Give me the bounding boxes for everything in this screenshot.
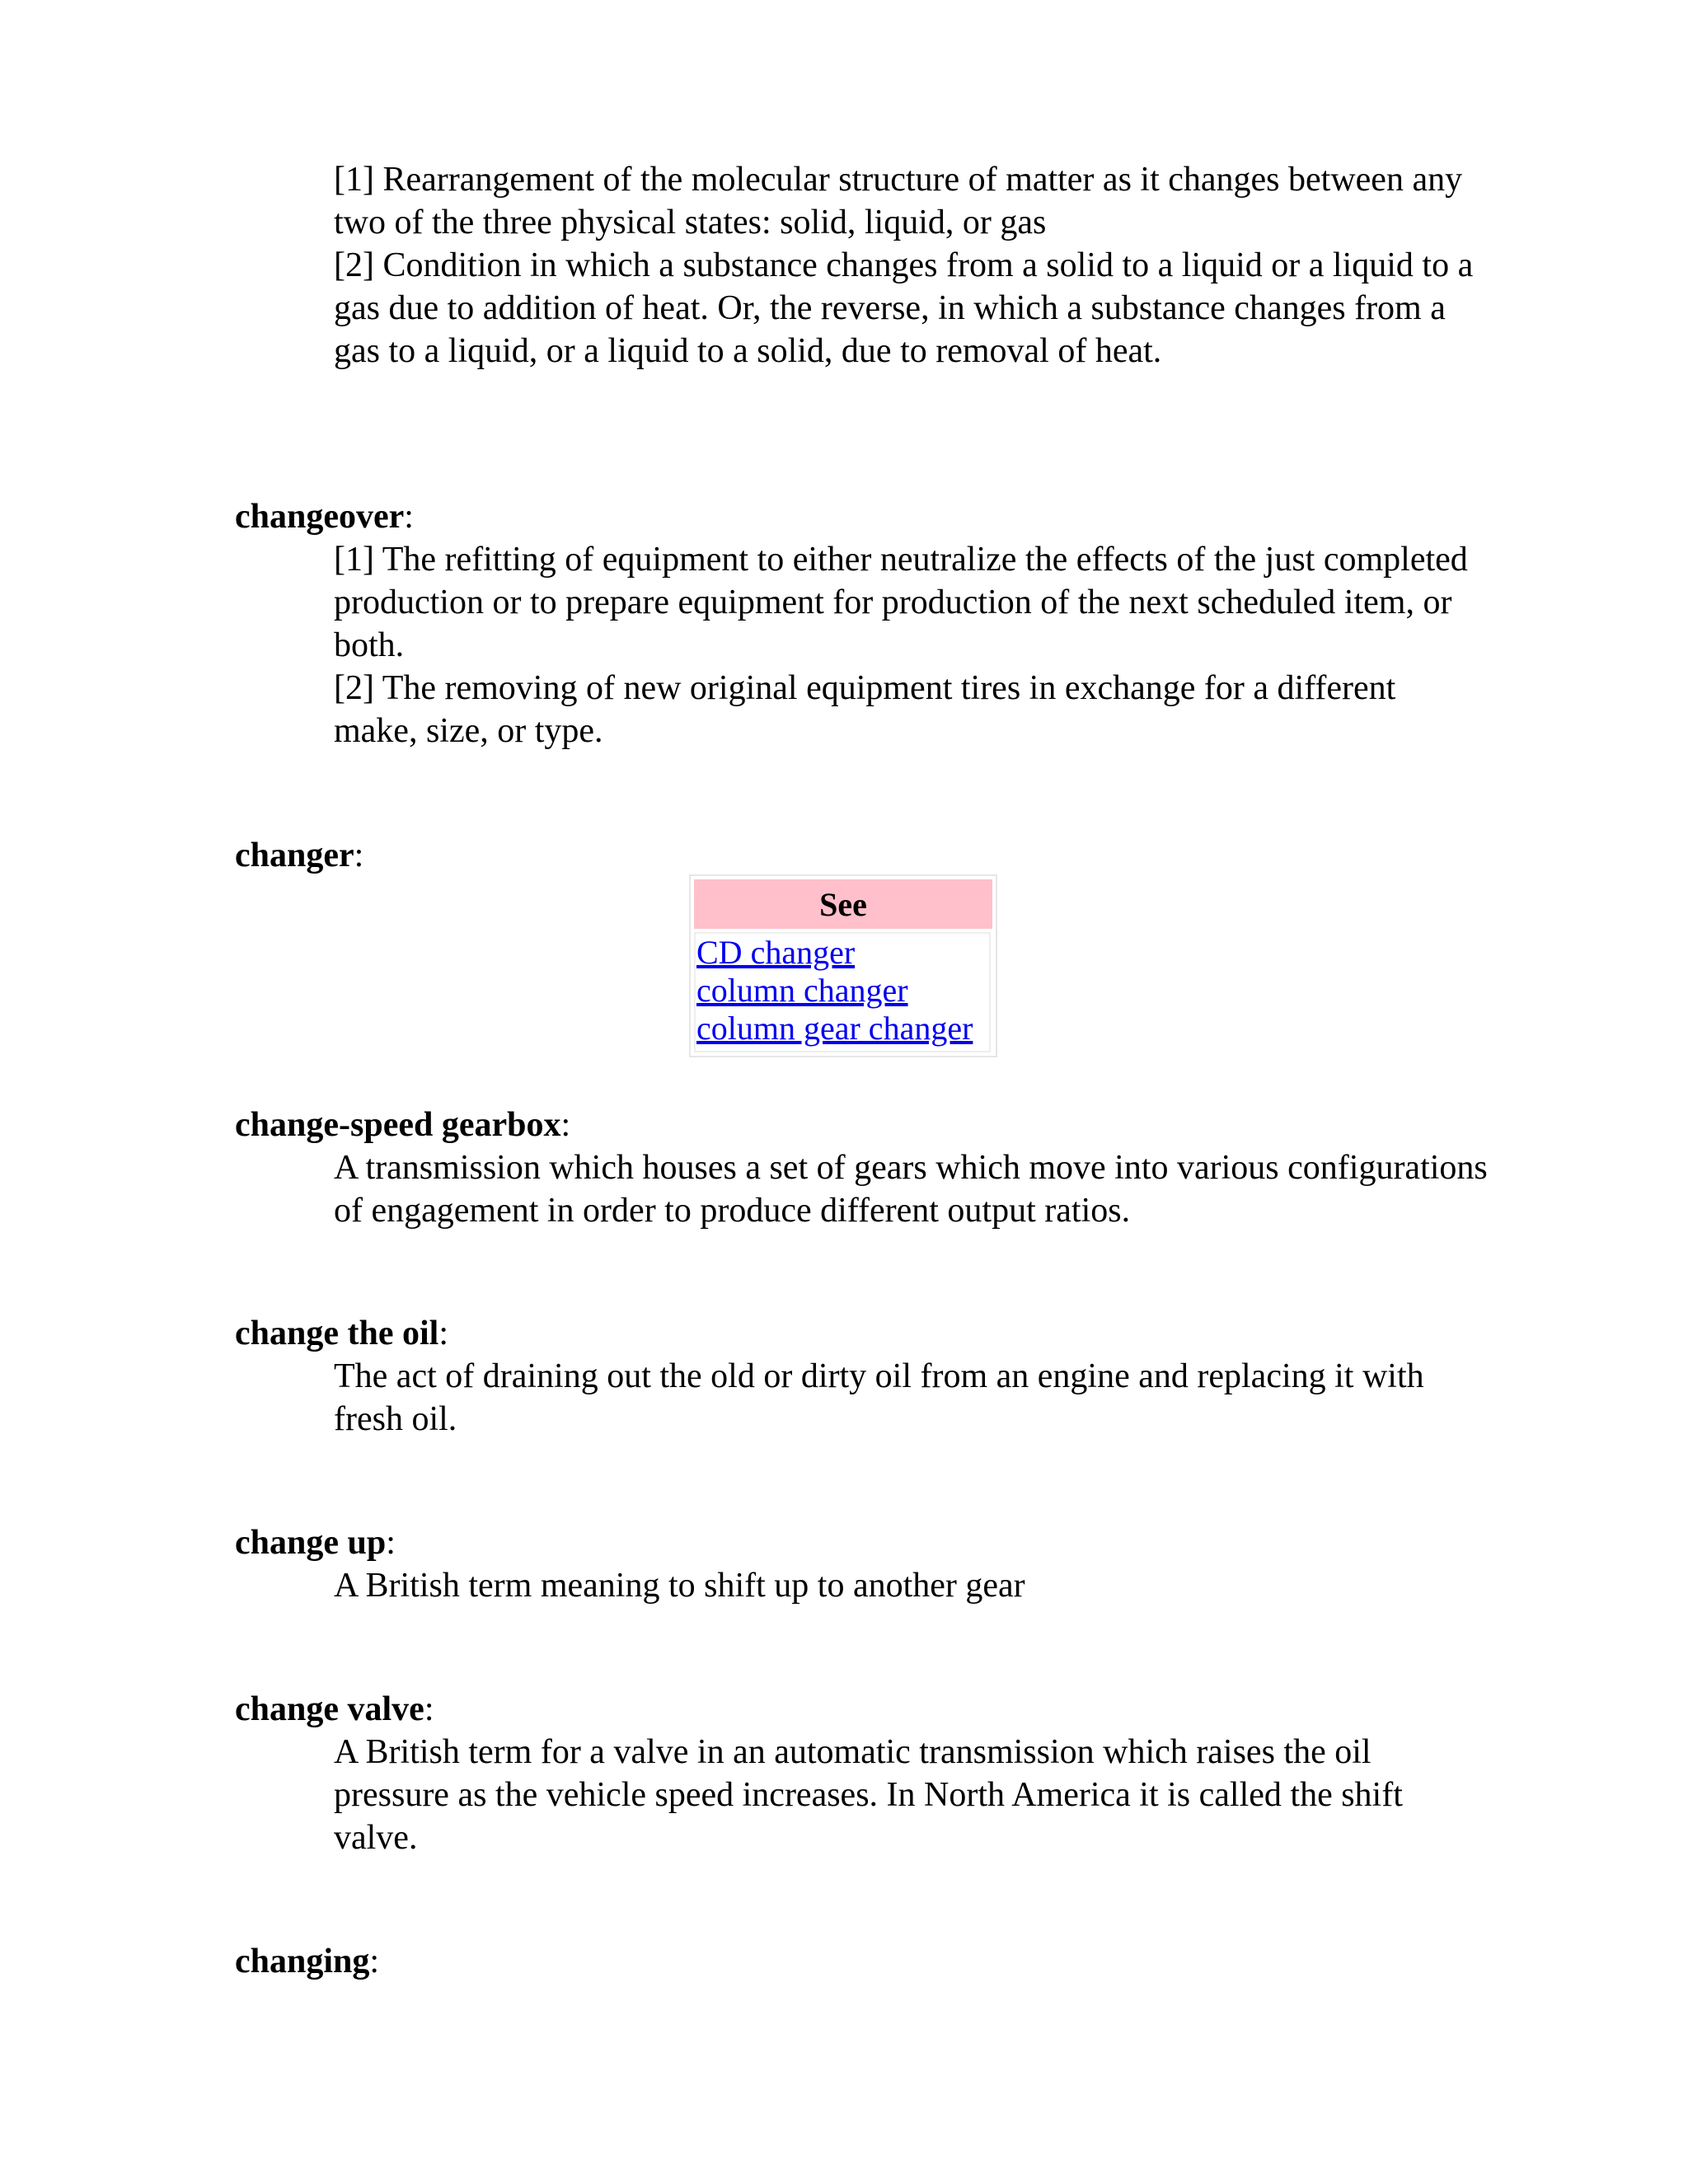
definition-text: A British term meaning to shift up to another gear	[334, 1567, 1025, 1605]
definition-text: [2] Condition in which a substance changes from a solid to a liquid or a liquid to a gas due to addition of heat. Or, the reverse, in which a substance changes from a gas to a liquid, or a liquid to a solid, due to removal of heat.	[334, 246, 1474, 370]
definition-text: [1] The refitting of equipment to either neutralize the effects of the just completed production or to prepare equipment for production of the next scheduled item, or both.	[334, 541, 1468, 664]
definition-block	[334, 1146, 1488, 1232]
definition-block	[334, 538, 1488, 752]
definition-block	[334, 158, 1488, 373]
glossary-term	[235, 1312, 448, 1355]
term-colon: :	[354, 837, 364, 874]
definition-text: The act of draining out the old or dirty oil from an engine and replacing it with fresh oil.	[334, 1357, 1424, 1438]
definition-text: A British term for a valve in an automatic transmission which raises the oil pressure as the vehicle speed increases. In North America it is called the shift valve.	[334, 1733, 1403, 1857]
term-colon: :	[369, 1943, 380, 1980]
term-name: changer	[235, 837, 354, 874]
term-name: changeover	[235, 498, 405, 536]
see-also-link-cd-changer[interactable]: CD changer	[696, 934, 856, 971]
definition-text: [2] The removing of new original equipment tires in exchange for a different make, size, or type.	[334, 669, 1396, 750]
definition-block	[334, 1355, 1488, 1441]
definition-text: [1] Rearrangement of the molecular structure of matter as it changes between any two of the three physical states: solid, liquid, or gas	[334, 161, 1463, 241]
definition-block	[334, 1731, 1488, 1859]
term-colon: :	[404, 498, 414, 536]
see-also-link-column-changer[interactable]: column changer	[696, 972, 908, 1009]
term-colon: :	[386, 1524, 396, 1562]
glossary-term	[235, 1521, 396, 1564]
definition-text: A transmission which houses a set of gears which move into various configurations of engagement in order to produce different output ratios.	[334, 1149, 1488, 1230]
term-name: change the oil	[235, 1315, 439, 1352]
term-colon: :	[438, 1315, 448, 1352]
term-name: change valve	[235, 1690, 424, 1728]
glossary-term	[235, 1104, 570, 1146]
see-also-links	[694, 932, 991, 1052]
see-also-heading: See	[694, 879, 992, 929]
term-colon: :	[424, 1690, 434, 1728]
term-name: change up	[235, 1524, 387, 1562]
term-colon: :	[560, 1106, 571, 1144]
glossary-term	[235, 1688, 434, 1731]
definition-block	[334, 1564, 1488, 1607]
glossary-term	[235, 495, 414, 538]
term-name: changing	[235, 1943, 370, 1980]
term-name: change-speed gearbox	[235, 1106, 561, 1144]
glossary-term	[235, 834, 363, 877]
see-also-table	[689, 874, 997, 1057]
glossary-term	[235, 1940, 379, 1983]
see-also-link-column-gear-changer[interactable]: column gear changer	[696, 1010, 973, 1047]
